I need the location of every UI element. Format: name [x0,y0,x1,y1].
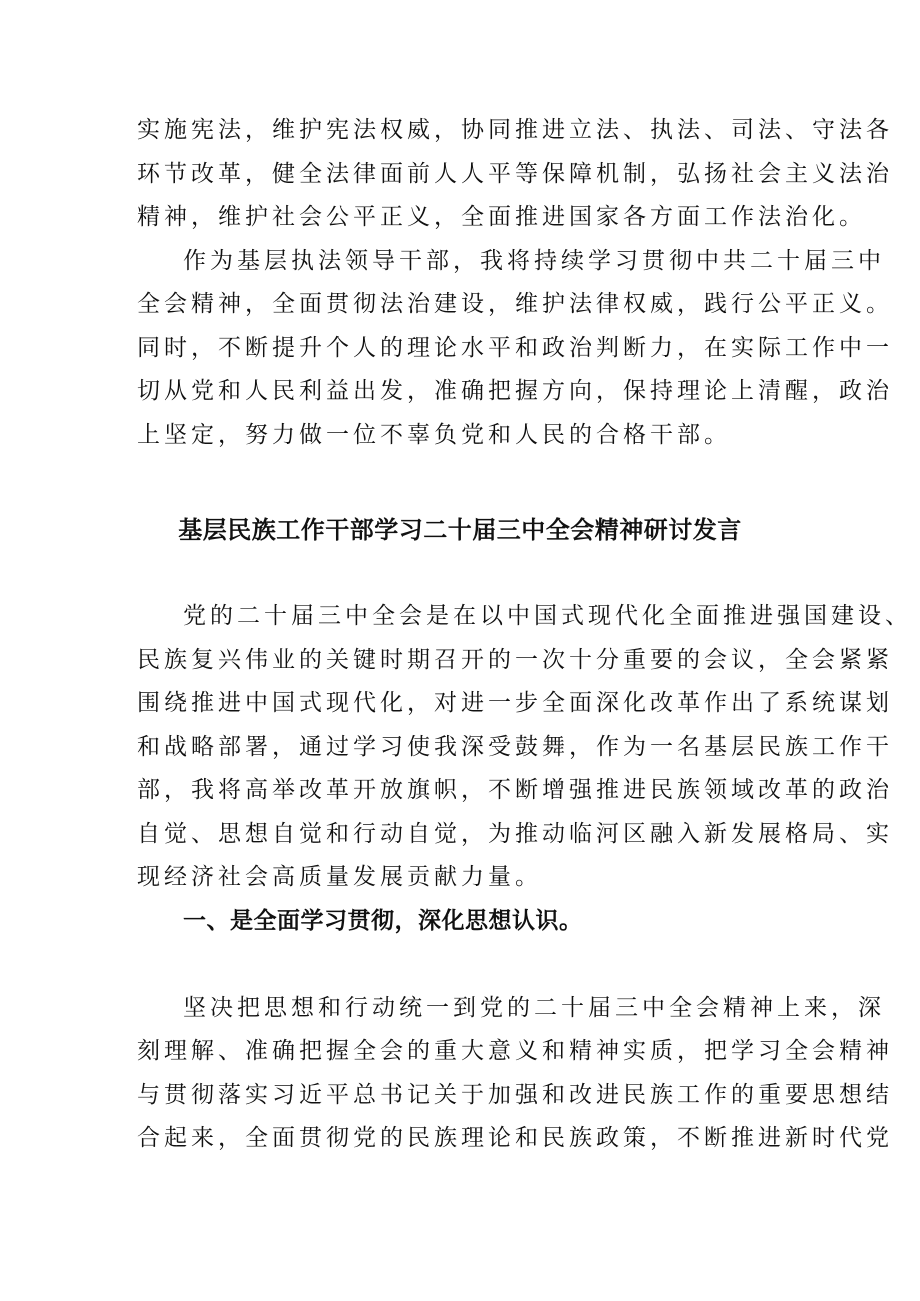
text-line: 同时，不断提升个人的理论水平和政治判断力，在实际工作中一 [137,335,893,361]
text-line: 实施宪法，维护宪法权威，协同推进立法、执法、司法、守法各 [137,117,893,143]
text-line: 民族复兴伟业的关键时期召开的一次十分重要的会议，全会紧紧 [137,647,893,673]
text-line: 切从党和人民利益出发，准确把握方向，保持理论上清醒，政治 [137,378,893,404]
text-line: 现经济社会高质量发展贡献力量。 [137,864,542,890]
text-line: 和战略部署，通过学习使我深受鼓舞，作为一名基层民族工作干 [137,734,893,760]
text-line: 围绕推进中国式现代化，对进一步全面深化改革作出了系统谋划 [137,690,893,716]
text-line: 与贯彻落实习近平总书记关于加强和改进民族工作的重要思想结 [137,1082,893,1108]
text-line: 全会精神，全面贯彻法治建设，维护法律权威，践行公平正义。 [137,291,893,317]
text-line: 党的二十届三中全会是在以中国式现代化全面推进强国建设、 [183,603,912,629]
section-heading: 一、是全面学习贯彻，深化思想认识。 [183,908,583,934]
text-line: 部，我将高举改革开放旗帜，不断增强推进民族领域改革的政治 [137,777,893,803]
text-line: 上坚定，努力做一位不辜负党和人民的合格干部。 [137,422,731,448]
text-line: 自觉、思想自觉和行动自觉，为推动临河区融入新发展格局、实 [137,821,893,847]
article-title: 基层民族工作干部学习二十届三中全会精神研讨发言 [178,516,742,544]
text-line: 环节改革，健全法律面前人人平等保障机制，弘扬社会主义法治 [137,161,893,187]
text-line: 作为基层执法领导干部，我将持续学习贯彻中共二十届三中 [183,248,885,274]
text-line: 精神，维护社会公平正义，全面推进国家各方面工作法治化。 [137,204,866,230]
text-line: 坚决把思想和行动统一到党的二十届三中全会精神上来，深 [183,995,885,1021]
text-line: 刻理解、准确把握全会的重大意义和精神实质，把学习全会精神 [137,1038,893,1064]
text-line: 合起来，全面贯彻党的民族理论和民族政策，不断推进新时代党 [137,1125,893,1151]
